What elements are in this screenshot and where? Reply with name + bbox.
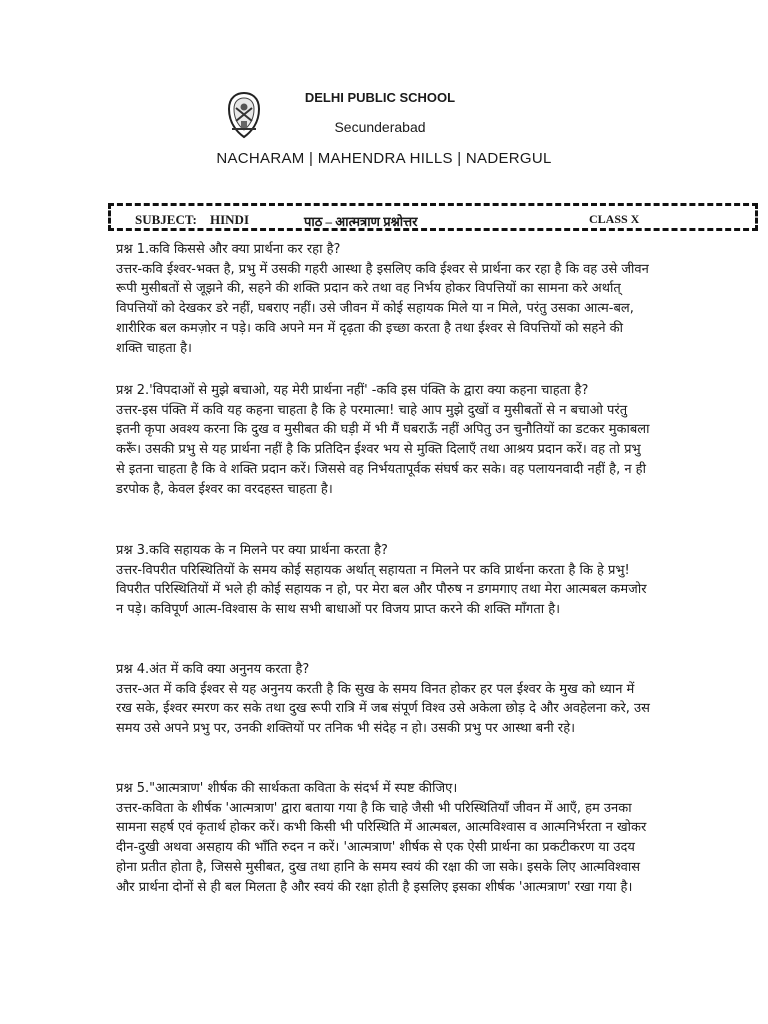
question-text: प्रश्न 4.अंत में कवि क्या अनुनय करता है? [116,662,310,677]
school-city: Secunderabad [334,119,426,135]
question-text: प्रश्न 2.'विपदाओं से मुझे बचाओ, यह मेरी प्रार्थना नहीं' -कवि इस पंक्ति के द्वारा क्या कहना चाहता है? [116,383,589,398]
question-text: प्रश्न 1.कवि किससे और क्या प्रार्थना कर रहा है? [116,242,341,257]
qa-block-1 [116,240,652,358]
question-text: प्रश्न 5."आत्मत्राण' शीर्षक की सार्थकता कविता के संदर्भ में स्पष्ट कीजिए। [116,781,458,796]
answer-text: उत्तर-इस पंक्ति में कवि यह कहना चाहता है कि हे परमात्मा! चाहे आप मुझे दुखों व मुसीबतों से न बचाओ परंतु इतनी कृपा अवश्य करना कि दुख व मुसीबत की घड़ी में भी मैं घबराऊँ नहीं अपितु उन चुनौतियों का डटकर मुकाबला करूँ। उसकी प्रभु से यह प्रार्थना नहीं है कि प्रतिदिन ईश्वर भय से मुक्ति दिलाएँ तथा आश्रय प्रदान करें। वह तो प्रभु से इतना चाहता है कि वे शक्ति प्रदान करें। जिससे वह निर्भयतापूर्वक संघर्ष कर सके। वह पलायनवादी नहीं है, न ही डरपोक है, केवल ईश्वर का वरदहस्त चाहता है। [116,402,650,497]
qa-block-5 [116,779,652,897]
subject-label: SUBJECT: [135,212,197,227]
answer-text: उत्तर-कवि ईश्वर-भक्त है, प्रभु में उसकी गहरी आस्था है इसलिए कवि ईश्वर से प्रार्थना कर रहा है कि वह उसे जीवन रूपी मुसीबतों से जूझने की, सहने की शक्ति प्रदान करे तथा वह निर्भय होकर विपत्तियों का सामना करे अर्थात् विपत्तियों को देखकर डरे नहीं, घबराए नहीं। उसे जीवन में कोई सहायक मिले या न मिले, परंतु उसका आत्म-बल, शारीरिक बल कमज़ोर न पड़े। कवि अपने मन में दृढ़ता की इच्छा करता है तथा ईश्वर से विपत्तियों को सहने की शक्ति चाहता है। [116,261,649,356]
subject-bar [108,203,758,231]
school-branches: NACHARAM | MAHENDRA HILLS | NADERGUL [216,150,552,167]
answer-text: उत्तर-विपरीत परिस्थितियों के समय कोई सहायक अर्थात् सहायता न मिलने पर कवि प्रार्थना करता है कि हे प्रभु! विपरीत परिस्थितियों में भले ही कोई सहायक न हो, पर मेरा बल और पौरुष न डगमगाए तथा मेरा आत्मबल कमजोर न पड़े। कविपूर्ण आत्म-विश्वास के साथ सभी बाधाओं पर विजय प्राप्त करने की शक्ति माँगता है। [116,562,647,618]
school-name: DELHI PUBLIC SCHOOL [304,90,456,105]
answer-text: उत्तर-अत में कवि ईश्वर से यह अनुनय करती है कि सुख के समय विनत होकर हर पल ईश्वर के मुख को ध्यान में रख सके, ईश्वर स्मरण कर सके तथा दुख रूपी रात्रि में जब संपूर्ण विश्व उसे अकेला छोड़ दे और अवहेलना करे, उस समय उसे अपने प्रभु पर, उनकी शक्तियों पर तनिक भी संदेह न हो। उसकी प्रभु पर आस्था बनी रहे। [116,681,650,737]
qa-block-3 [116,541,652,620]
qa-block-2 [116,381,652,499]
answer-text: उत्तर-कविता के शीर्षक 'आत्मत्राण' द्वारा बताया गया है कि चाहे जैसी भी परिस्थितियाँ जीवन में आएँ, हम उनका सामना सहर्ष एवं कृतार्थ होकर करें। कभी किसी भी परिस्थिति में आत्मबल, आत्मविश्वास व आत्मनिर्भरता न खोकर दीन-दुखी अथवा असहाय की भाँति रुदन न करें। 'आत्मत्राण' शीर्षक से एक ऐसी प्रार्थना का प्रकटीकरण या उदय होना प्रतीत होता है, जिससे मुसीबत, दुख तथा हानि के समय स्वयं की रक्षा की जा सके। इसके लिए आत्मविश्वास और प्रार्थना दोनों से ही बल मिलता है और स्वयं की रक्षा होती है इसलिए इसका शीर्षक 'आत्मत्राण' रखा गया है। [116,800,647,895]
class-label: CLASS X [589,212,640,226]
question-text: प्रश्न 3.कवि सहायक के न मिलने पर क्या प्रार्थना करता है? [116,543,388,558]
subject-value: HINDI [210,212,250,227]
chapter-title: पाठ – आत्मत्राण प्रश्नोत्तर [304,214,418,229]
qa-block-4 [116,660,652,739]
